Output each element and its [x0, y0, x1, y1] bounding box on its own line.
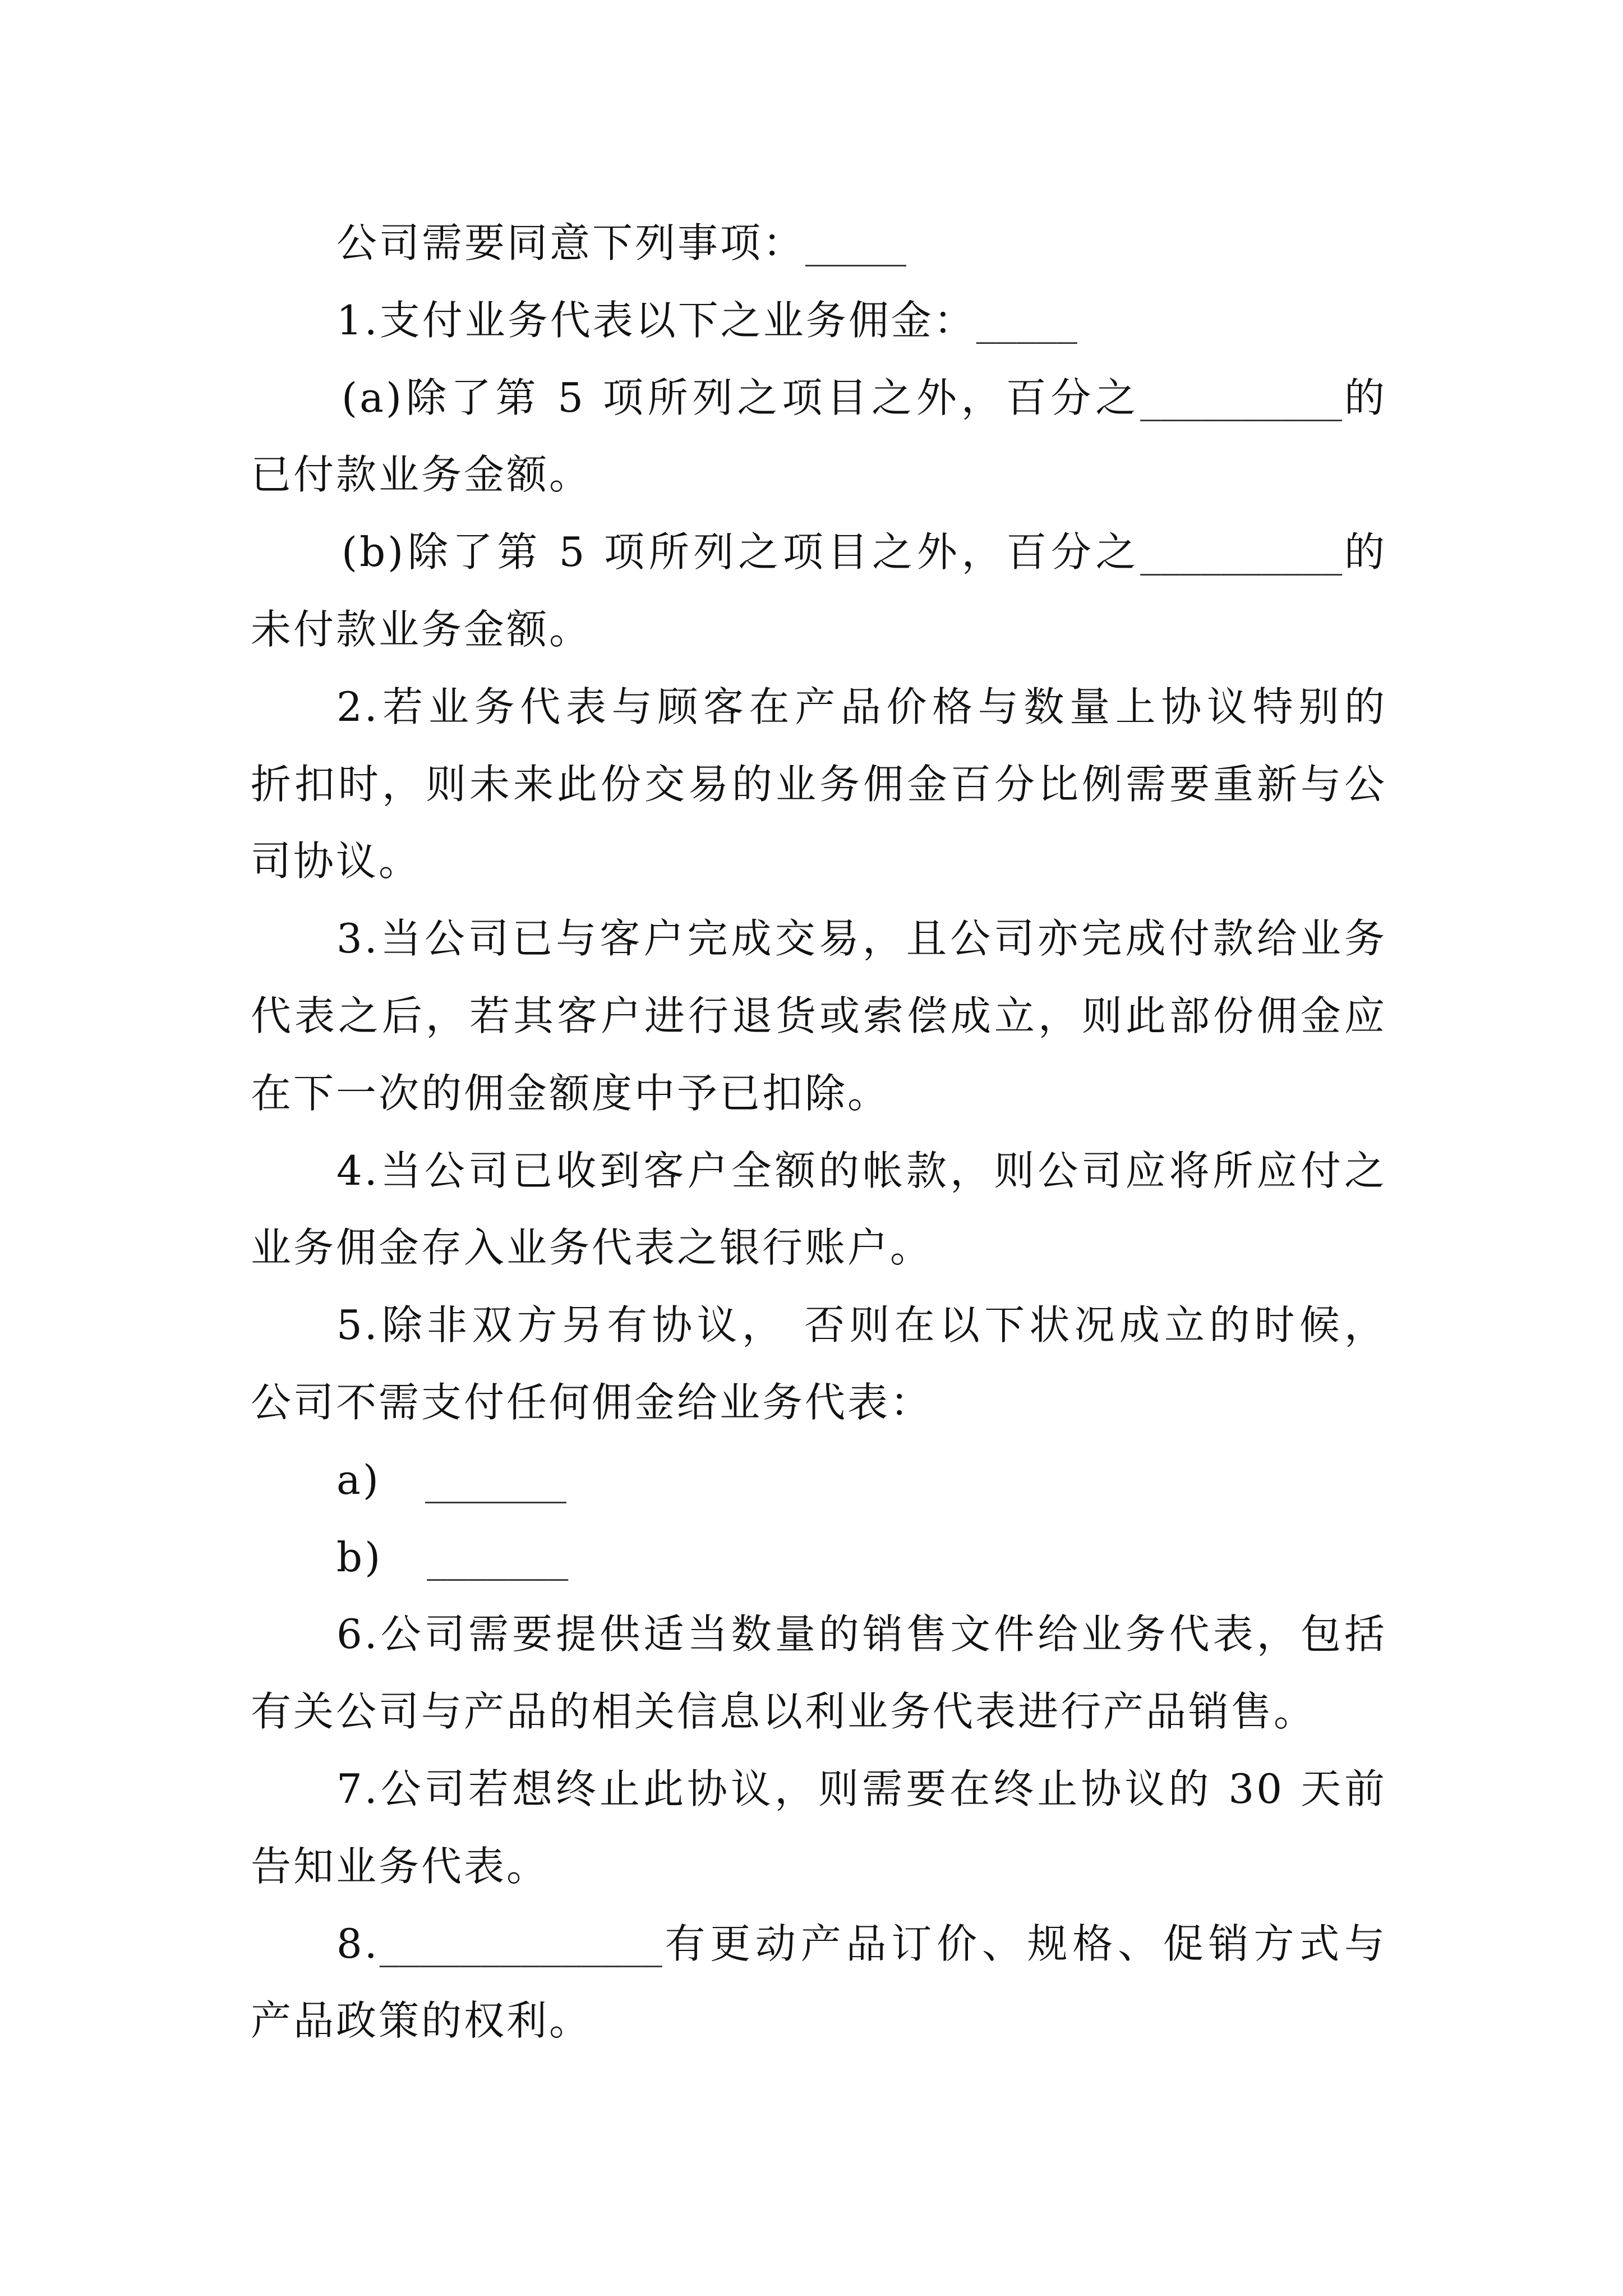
clause-2-text-3: 司协议。	[251, 838, 422, 885]
clause-2-line-3	[251, 823, 1387, 900]
clause-2-number: 2.	[336, 683, 380, 730]
clause-1a-blank: __________	[1140, 374, 1343, 421]
clause-1a-continuation: 已付款业务金额。	[251, 451, 592, 499]
clause-7-number: 7.	[336, 1765, 380, 1812]
clause-2-line-2	[251, 746, 1387, 823]
clause-5-text-2: 公司不需支付任何佣金给业务代表：	[251, 1378, 933, 1426]
clause-3-text-1: 当公司已与客户完成交易，且公司亦完成付款给业务	[379, 915, 1387, 963]
clause-1b-line-2	[251, 591, 1387, 669]
condition-a-label: a)	[336, 1456, 381, 1503]
clause-7-line-2	[251, 1828, 1387, 1906]
clause-1a-text: 除了第 5 项所列之项目之外，百分之	[404, 374, 1141, 421]
condition-b-label: b)	[336, 1533, 383, 1581]
condition-b-blank: _______	[427, 1533, 569, 1581]
clause-1b-text: 除了第 5 项所列之项目之外，百分之	[405, 528, 1141, 576]
clause-7-line-1	[251, 1751, 1387, 1828]
clause-8-line-2	[251, 1982, 1387, 2060]
clause-6-text-2: 有关公司与产品的相关信息以利业务代表进行产品销售。	[251, 1688, 1317, 1736]
clause-2-line-1	[251, 669, 1387, 746]
clause-5-number: 5.	[336, 1301, 380, 1349]
clause-1b-line-1	[251, 514, 1387, 591]
clause-4-line-1	[251, 1133, 1387, 1210]
clause-6-number: 6.	[336, 1611, 380, 1658]
preamble-blank: _____	[805, 219, 907, 266]
clause-1b-suffix: 的	[1342, 528, 1387, 576]
preamble-text: 公司需要同意下列事项：	[336, 219, 806, 266]
clause-2-text-2: 折扣时，则未来此份交易的业务佣金百分比例需要重新与公	[251, 760, 1387, 808]
clause-8-line-1	[251, 1906, 1387, 1983]
document-body	[251, 205, 1387, 2060]
preamble-line	[251, 205, 1387, 282]
clause-3-number: 3.	[336, 915, 380, 963]
clause-6-line-1	[251, 1596, 1387, 1673]
clause-5-condition-a	[251, 1442, 1387, 1519]
clause-1b-blank: __________	[1140, 528, 1343, 576]
clause-8-text-2: 产品政策的权利。	[251, 1997, 592, 2045]
clause-3-line-1	[251, 900, 1387, 978]
clause-3-line-3	[251, 1055, 1387, 1133]
clause-1-line-1	[251, 282, 1387, 360]
clause-3-text-2: 代表之后，若其客户进行退货或索偿成立，则此部份佣金应	[251, 992, 1387, 1039]
clause-1b-label: (b)	[342, 528, 406, 576]
clause-1a-suffix: 的	[1342, 374, 1387, 421]
clause-5-condition-b	[251, 1519, 1387, 1596]
clause-6-text-1: 公司需要提供适当数量的销售文件给业务代表，包括	[379, 1611, 1387, 1658]
clause-7-text-1: 公司若想终止此协议，则需要在终止协议的 30 天前	[379, 1765, 1387, 1812]
clause-1-blank: _____	[976, 296, 1077, 344]
condition-a-blank: _______	[425, 1456, 567, 1503]
clause-4-text-2: 业务佣金存入业务代表之银行账户。	[251, 1224, 933, 1272]
clause-1b-continuation: 未付款业务金额。	[251, 605, 592, 653]
clause-1-text: 支付业务代表以下之业务佣金：	[379, 296, 976, 344]
clause-4-line-2	[251, 1209, 1387, 1287]
clause-3-text-3: 在下一次的佣金额度中予已扣除。	[251, 1069, 891, 1117]
clause-5-line-1	[251, 1287, 1387, 1364]
clause-8-number: 8.	[336, 1920, 380, 1967]
clause-3-line-2	[251, 978, 1387, 1055]
clause-1-number: 1.	[336, 296, 380, 344]
clause-8-text-1: 有更动产品订价、规格、促销方式与	[662, 1920, 1387, 1967]
clause-8-blank: ______________	[379, 1920, 662, 1967]
clause-5-line-2	[251, 1364, 1387, 1442]
clause-1a-line-1	[251, 360, 1387, 437]
clause-4-text-1: 当公司已收到客户全额的帐款，则公司应将所应付之	[379, 1147, 1387, 1194]
clause-1a-label: (a)	[342, 374, 404, 421]
clause-6-line-2	[251, 1673, 1387, 1751]
clause-5-text-1: 除非双方另有协议， 否则在以下状况成立的时候，	[379, 1301, 1387, 1349]
clause-1a-line-2	[251, 436, 1387, 514]
clause-4-number: 4.	[336, 1147, 380, 1194]
clause-7-text-2: 告知业务代表。	[251, 1842, 550, 1890]
clause-2-text-1: 若业务代表与顾客在产品价格与数量上协议特别的	[379, 683, 1387, 730]
